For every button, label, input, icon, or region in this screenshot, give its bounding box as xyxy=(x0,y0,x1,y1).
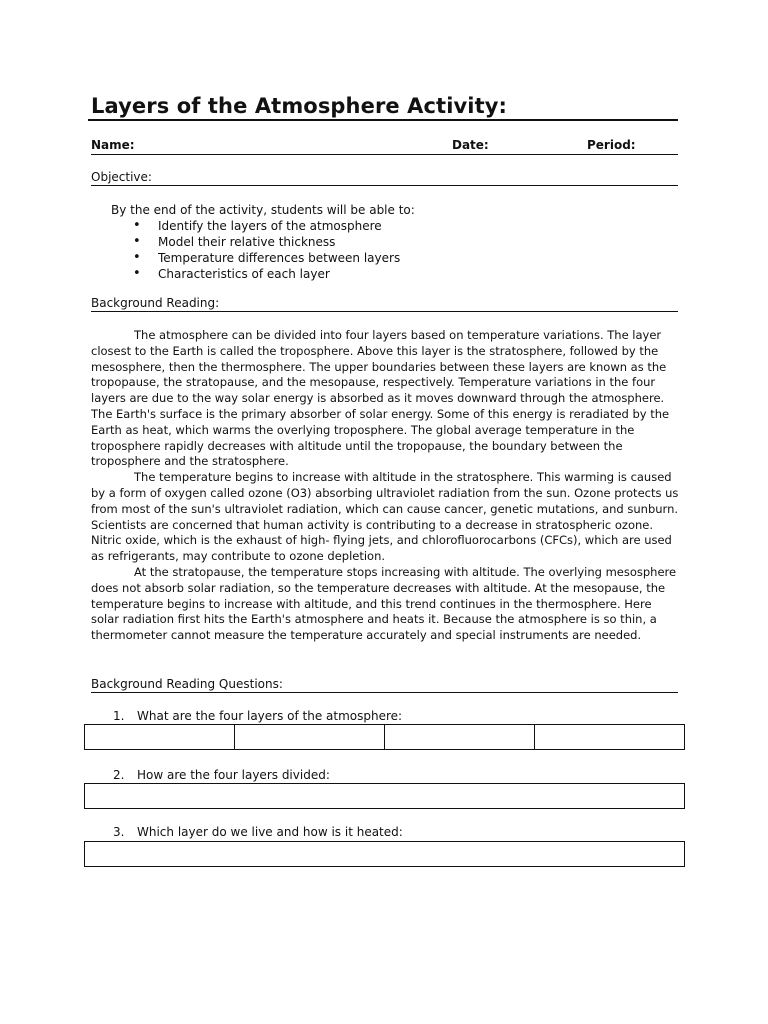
question-2 xyxy=(113,768,330,782)
answer-cell[interactable] xyxy=(235,725,385,749)
objective-item: • Temperature differences between layers xyxy=(133,250,400,266)
objective-intro: By the end of the activity, students will be able to: xyxy=(111,203,415,217)
name-label: Name: xyxy=(91,138,135,152)
student-info-row xyxy=(91,138,678,155)
reading-paragraph: The temperature begins to increase with altitude in the stratosphere. This warming is caused by a form of oxygen called ozone (O3) absorbing ultraviolet radiation from the sun. Ozone protects us from most of the sun's ultraviolet radiation, which can cause cancer, genetic mutations, and sunburn. Scientists are concerned that human activity is contributing to a decrease in stratospheric ozone. Nitric oxide, which is the exhaust of high- flying jets, and chlorofluorocarbons (CFCs), which are used as refrigerants, may contribute to ozone depletion. xyxy=(91,470,679,564)
period-label: Period: xyxy=(587,138,636,152)
reading-paragraph: The atmosphere can be divided into four layers based on temperature variations. The layer closest to the Earth is called the troposphere. Above this layer is the stratosphere, followed by the mesosphere, then the thermosphere. The upper boundaries between these layers are known as the tropopause, the stratopause, and the mesopause, respectively. Temperature variations in the four layers are due to the way solar energy is absorbed as it moves downward through the atmosphere. The Earth's surface is the primary absorber of solar energy. Some of this energy is reradiated by the Earth as heat, which warms the overlying troposphere. The global average temperature in the troposphere rapidly decreases with altitude until the tropopause, the boundary between the troposphere and the stratosphere. xyxy=(91,328,670,469)
reading-paragraph: At the stratopause, the temperature stops increasing with altitude. The overlying mesosphere does not absorb solar radiation, so the temperature decreases with altitude. At the mesopause, the temperature begins to increase with altitude, and this trend continues in the thermosphere. Here solar radiation first hits the Earth's atmosphere and heats it. Because the atmosphere is so thin, a thermometer cannot measure the temperature accurately and special instruments are needed. xyxy=(91,564,677,643)
question-number: 1. xyxy=(113,709,125,723)
questions-heading: Background Reading Questions: xyxy=(91,677,678,693)
question-number: 2. xyxy=(113,768,125,782)
objective-item: • Identify the layers of the atmosphere xyxy=(133,218,400,234)
answer-box-3[interactable] xyxy=(84,841,685,867)
objective-item: • Model their relative thickness xyxy=(133,234,400,250)
objective-item: • Characteristics of each layer xyxy=(133,266,400,282)
answer-box-2[interactable] xyxy=(84,783,685,809)
question-text: What are the four layers of the atmosphere: xyxy=(137,709,403,723)
question-text: How are the four layers divided: xyxy=(137,768,330,782)
objective-list xyxy=(133,218,400,282)
question-1 xyxy=(113,709,402,723)
question-number: 3. xyxy=(113,825,125,839)
question-3 xyxy=(113,825,403,839)
question-text: Which layer do we live and how is it heated: xyxy=(137,825,403,839)
answer-cell[interactable] xyxy=(85,725,235,749)
answer-cell[interactable] xyxy=(385,725,535,749)
background-reading xyxy=(91,328,681,644)
title-underline xyxy=(88,119,678,121)
objective-heading: Objective: xyxy=(91,170,678,186)
background-heading: Background Reading: xyxy=(91,296,678,312)
answer-cell[interactable] xyxy=(535,725,684,749)
answer-grid-1 xyxy=(84,724,685,750)
date-label: Date: xyxy=(452,138,489,152)
page-title: Layers of the Atmosphere Activity: xyxy=(91,94,508,118)
